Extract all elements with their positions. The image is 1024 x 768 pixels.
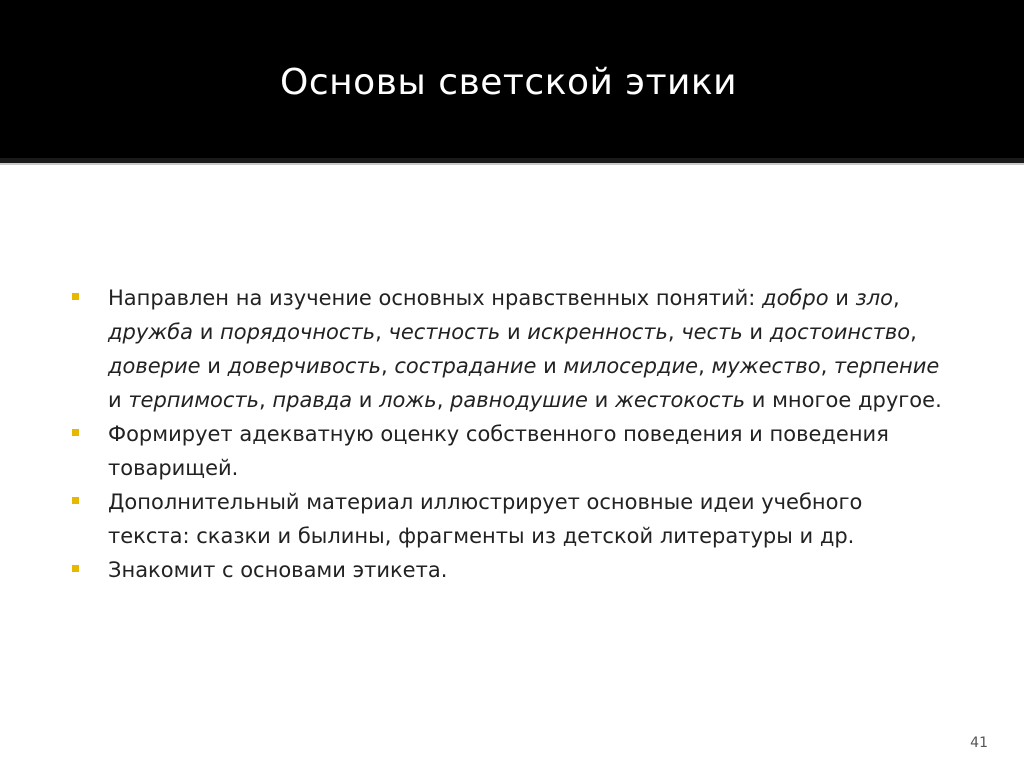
emphasized-term: терпение: [833, 354, 940, 378]
slide-title: Основы светской этики: [280, 62, 738, 103]
bullet-text-segment: ,: [910, 320, 917, 344]
page-number: 41: [970, 735, 988, 751]
bullet-text: [108, 422, 889, 480]
title-divider-shadow: [0, 163, 1024, 165]
emphasized-term: доверчивость: [227, 354, 381, 378]
emphasized-term: порядочность: [220, 320, 376, 344]
emphasized-term: терпимость: [128, 388, 260, 412]
bullet-square-icon: [72, 565, 79, 572]
bullet-text-segment: и: [500, 320, 528, 344]
emphasized-term: жестокость: [614, 388, 746, 412]
bullet-text-segment: ,: [375, 320, 389, 344]
bullet-text-segment: ,: [259, 388, 273, 412]
emphasized-term: зло: [855, 286, 893, 310]
emphasized-term: сострадание: [394, 354, 537, 378]
emphasized-term: правда: [272, 388, 353, 412]
bullet-list: [70, 281, 950, 587]
bullet-text-segment: и многое другое.: [745, 388, 942, 412]
bullet-text: [108, 286, 942, 412]
emphasized-term: дружба: [108, 320, 194, 344]
emphasized-term: доверие: [108, 354, 201, 378]
bullet-text-segment: ,: [436, 388, 451, 412]
emphasized-term: милосердие: [563, 354, 699, 378]
bullet-text-segment: Формирует адекватную оценку собственного поведения и поведения товарищей.: [108, 422, 889, 480]
bullet-text-segment: и: [352, 388, 380, 412]
bullet-text-segment: и: [108, 388, 129, 412]
bullet-text: [108, 490, 862, 548]
bullet-text-segment: Направлен на изучение основных нравственных понятий:: [108, 286, 763, 310]
bullet-text-segment: и: [742, 320, 770, 344]
bullet-text-segment: и: [828, 286, 856, 310]
bullet-text-segment: ,: [820, 354, 834, 378]
emphasized-term: честность: [388, 320, 501, 344]
bullet-text-segment: ,: [892, 286, 900, 310]
bullet-text-segment: и: [200, 354, 228, 378]
emphasized-term: достоинство: [769, 320, 911, 344]
bullet-text: [108, 558, 447, 582]
bullet-text-segment: Знакомит с основами этикета.: [108, 558, 448, 582]
bullet-text-segment: Дополнительный материал иллюстрирует основные идеи учебного текста: сказки и былины, фрагменты из детской литературы и др.: [108, 490, 863, 548]
emphasized-term: честь: [681, 320, 743, 344]
bullet-square-icon: [72, 429, 79, 436]
bullet-square-icon: [72, 293, 79, 300]
bullet-text-segment: ,: [381, 354, 395, 378]
bullet-text-segment: ,: [667, 320, 682, 344]
emphasized-term: ложь: [379, 388, 437, 412]
emphasized-term: добро: [762, 286, 829, 310]
emphasized-term: искренность: [527, 320, 668, 344]
bullet-item: [70, 281, 950, 417]
bullet-item: [70, 553, 950, 587]
emphasized-term: мужество: [711, 354, 821, 378]
bullet-text-segment: и: [587, 388, 615, 412]
bullet-item: [70, 485, 950, 553]
emphasized-term: равнодушие: [450, 388, 588, 412]
bullet-square-icon: [72, 497, 79, 504]
bullet-text-segment: ,: [698, 354, 712, 378]
bullet-text-segment: и: [193, 320, 221, 344]
title-bar: [0, 0, 1024, 158]
bullet-item: [70, 417, 950, 485]
bullet-text-segment: и: [536, 354, 564, 378]
